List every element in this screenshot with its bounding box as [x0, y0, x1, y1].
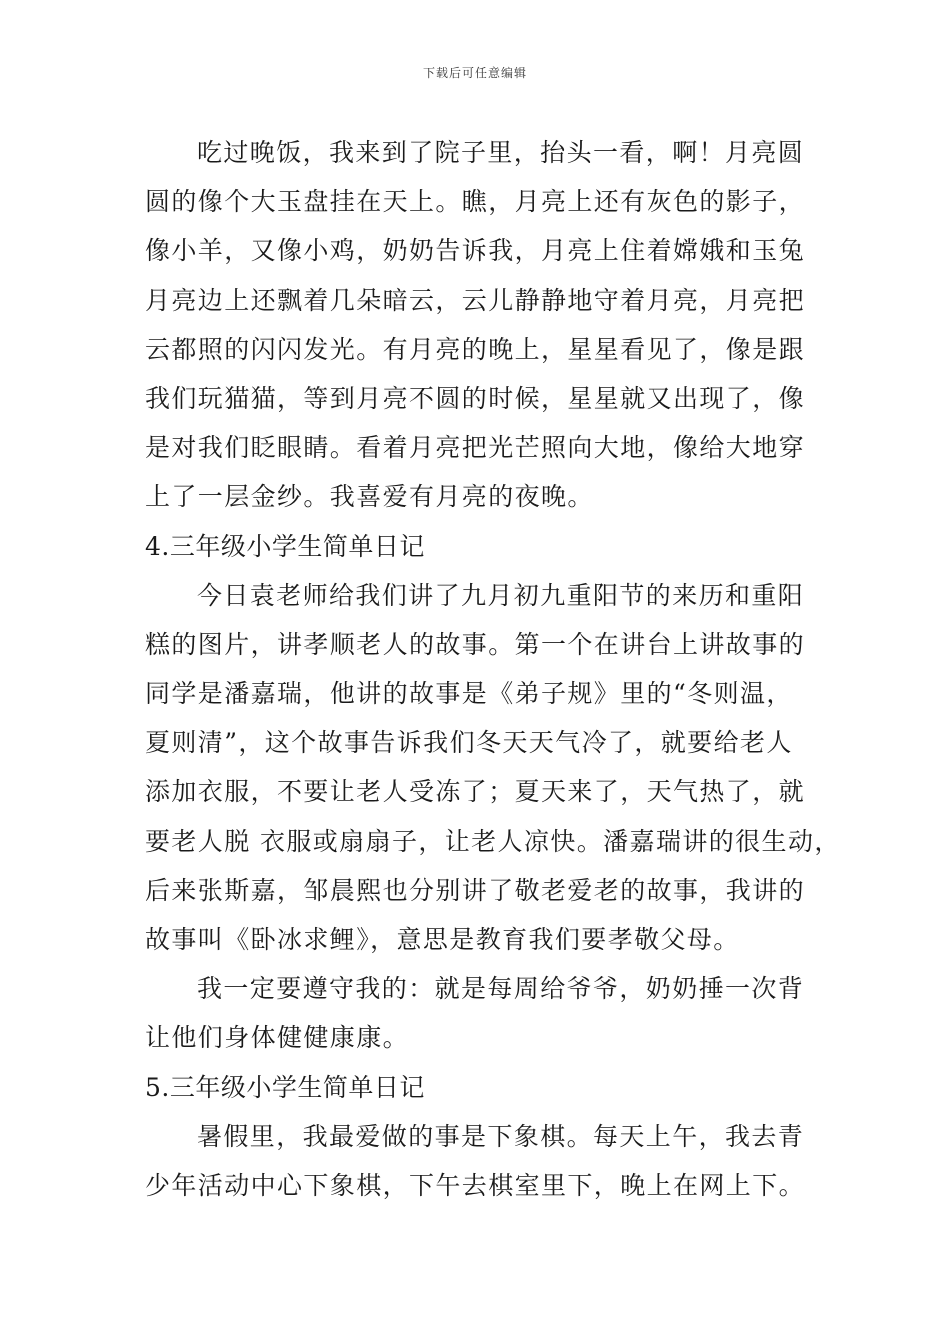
- text-line: 像小羊，又像小鸡，奶奶告诉我，月亮上住着嫦娥和玉兔: [145, 236, 806, 266]
- text-line: 我一定要遵守我的：就是每周给爷爷，奶奶捶一次背: [197, 974, 805, 1004]
- text-line: 云都照的闪闪发光。有月亮的晚上，星星看见了，像是跟: [145, 334, 806, 364]
- text-line: 圆的像个大玉盘挂在天上。瞧，月亮上还有灰色的影子，: [145, 187, 806, 217]
- text-line: 今日袁老师给我们讲了九月初九重阳节的来历和重阳: [197, 580, 805, 610]
- text-line: 后来张斯嘉，邹晨熙也分别讲了敬老爱老的故事，我讲的: [145, 875, 806, 905]
- text-line: 让他们身体健健康康。: [145, 1023, 410, 1053]
- text-line: 上了一层金纱。我喜爱有月亮的夜晚。: [145, 482, 594, 512]
- text-line: 我们玩猫猫，等到月亮不圆的时候，星星就又出现了，像: [145, 383, 806, 413]
- text-line: 少年活动中心下象棋，下午去棋室里下，晚上在网上下。: [145, 1170, 806, 1200]
- section-heading: 5.三年级小学生简单日记: [145, 1072, 425, 1102]
- text-line: 要老人脱 衣服或扇扇子，让老人凉快。潘嘉瑞讲的很生动，: [145, 826, 841, 856]
- page-header: 下载后可任意编辑: [422, 66, 527, 80]
- text-line: 月亮边上还飘着几朵暗云，云儿静静地守着月亮，月亮把: [145, 285, 806, 315]
- text-line: 糕的图片，讲孝顺老人的故事。第一个在讲台上讲故事的: [145, 629, 806, 659]
- text-line: 夏则清”，这个故事告诉我们冬天天气冷了，就要给老人: [145, 728, 793, 758]
- document-body: [145, 128, 841, 1210]
- text-line: 是对我们眨眼睛。看着月亮把光芒照向大地，像给大地穿: [145, 433, 806, 463]
- section-heading: 4.三年级小学生简单日记: [145, 531, 425, 561]
- text-line: 暑假里，我最爱做的事是下象棋。每天上午，我去青: [197, 1121, 805, 1151]
- text-line: 故事叫《卧冰求鲤》，意思是教育我们要孝敬父母。: [145, 925, 740, 954]
- text-line: 添加衣服，不要让老人受冻了；夏天来了，天气热了，就: [145, 777, 806, 807]
- text-line: 同学是潘嘉瑞，他讲的故事是《弟子规》里的“冬则温，: [145, 679, 793, 709]
- text-line: 吃过晚饭，我来到了院子里，抬头一看，啊！月亮圆: [197, 138, 805, 167]
